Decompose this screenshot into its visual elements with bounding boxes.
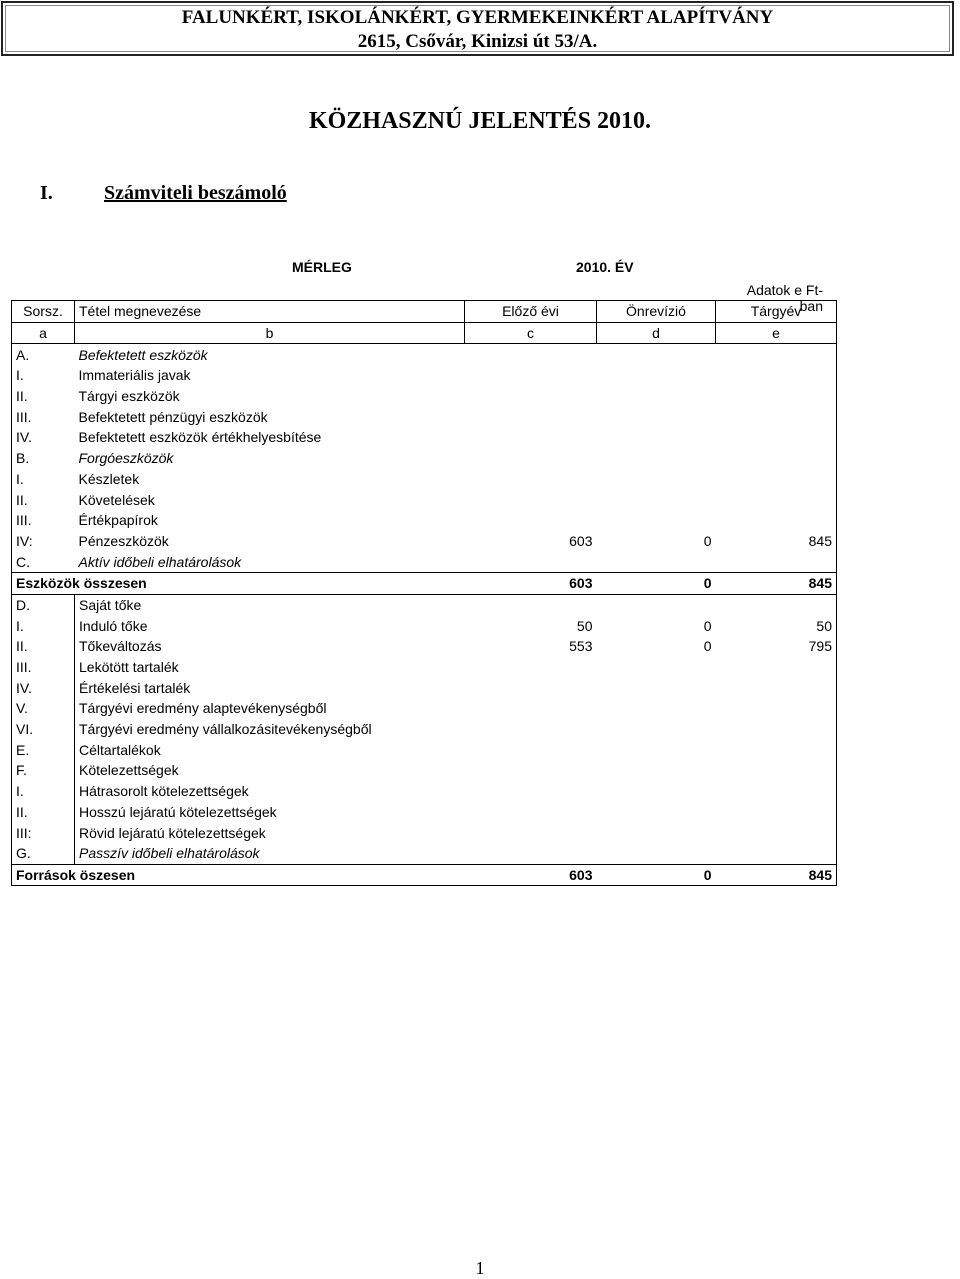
previous-year-value [465, 344, 597, 365]
table-row [12, 365, 837, 386]
current-year-value: 845 [716, 531, 837, 552]
current-year-value [716, 843, 837, 864]
table-row [12, 406, 837, 427]
row-label: Értékelési tartalék [75, 677, 465, 698]
row-number: I. [12, 781, 75, 802]
current-year-value [716, 469, 837, 490]
table-row [12, 448, 837, 469]
row-number: II. [12, 636, 75, 657]
current-year-value [716, 365, 837, 386]
assets-total-label: Eszközök összesen [12, 572, 465, 594]
row-number: I. [12, 365, 75, 386]
column-header: Önrevízió [597, 301, 716, 323]
table-row [12, 489, 837, 510]
table-row [12, 344, 837, 365]
section-number: I. [40, 182, 53, 204]
revision-value [597, 386, 716, 407]
row-number: IV. [12, 677, 75, 698]
table-row [12, 698, 837, 719]
row-label: Lekötött tartalék [75, 657, 465, 678]
balance-sheet-table [11, 300, 837, 886]
table-row [12, 510, 837, 531]
current-year-value [716, 781, 837, 802]
current-year-value [716, 698, 837, 719]
current-year-value [716, 489, 837, 510]
row-label: Tárgyévi eredmény vállalkozásitevékenységből [75, 719, 465, 740]
table-row [12, 781, 837, 802]
row-label: Kötelezettségek [75, 760, 465, 781]
table-row [12, 657, 837, 678]
table-row [12, 719, 837, 740]
row-label: Induló tőke [75, 615, 465, 636]
revision-value [597, 802, 716, 823]
row-label: Immateriális javak [78, 367, 191, 384]
row-label: Értékpapírok [78, 512, 158, 529]
column-letter: a [12, 322, 75, 344]
table-row [12, 386, 837, 407]
column-letter: c [465, 322, 597, 344]
table-row [12, 636, 837, 657]
revision-value: 0 [703, 532, 712, 549]
row-label: Aktív időbeli elhatárolások [78, 553, 242, 570]
row-label: Tárgyévi eredmény alaptevékenységből [75, 698, 465, 719]
revision-value [597, 739, 716, 760]
table-row [12, 802, 837, 823]
row-number: B. [12, 448, 75, 469]
current-year-value: 795 [716, 636, 837, 657]
previous-year-value [465, 781, 597, 802]
current-year-value [716, 822, 837, 843]
revision-value: 0 [597, 864, 716, 886]
table-row [12, 760, 837, 781]
previous-year-value [465, 719, 597, 740]
row-number: III. [12, 406, 75, 427]
row-number: II. [12, 386, 75, 407]
table-row [12, 739, 837, 760]
table-row [12, 551, 837, 572]
organization-address: 2615, Csővár, Kinizsi út 53/A. [357, 31, 598, 52]
row-label: Pénzeszközök [78, 532, 169, 549]
table-letter-row [12, 322, 837, 344]
row-number: C. [12, 551, 75, 572]
revision-value: 0 [597, 572, 716, 594]
current-year-value: 845 [716, 572, 837, 594]
current-year-value [716, 719, 837, 740]
section-title: Számviteli beszámoló [104, 182, 287, 204]
report-title: KÖZHASZNÚ JELENTÉS 2010. [308, 108, 652, 134]
row-number: IV: [12, 531, 75, 552]
revision-value [597, 406, 716, 427]
revision-value [597, 843, 716, 864]
revision-value [597, 551, 716, 572]
row-number: A. [12, 344, 75, 365]
previous-year-value [465, 594, 597, 615]
page-number: 1 [475, 1258, 485, 1278]
revision-value: 0 [703, 617, 712, 634]
current-year-value [716, 739, 837, 760]
previous-year-value: 603 [569, 532, 593, 549]
row-label: Passzív időbeli elhatárolások [75, 843, 465, 864]
current-year-value [716, 386, 837, 407]
row-label: Forgóeszközök [78, 450, 174, 467]
liabilities-total-row [12, 864, 837, 886]
previous-year-value [465, 739, 597, 760]
row-label: Tárgyi eszközök [78, 388, 180, 405]
table-header-row [12, 301, 837, 323]
revision-value [597, 344, 716, 365]
previous-year-value [465, 698, 597, 719]
revision-value [597, 489, 716, 510]
row-number: II. [12, 802, 75, 823]
table-row [12, 843, 837, 864]
revision-value [597, 698, 716, 719]
row-number: III: [12, 822, 75, 843]
balance-sheet-year: 2010. ÉV [576, 259, 634, 275]
balance-sheet-label: MÉRLEG [292, 259, 352, 275]
liabilities-total-label: Források öszesen [12, 864, 465, 886]
row-number: D. [12, 594, 75, 615]
current-year-value [716, 427, 837, 448]
table-row [12, 615, 837, 636]
current-year-value [716, 551, 837, 572]
revision-value [597, 448, 716, 469]
row-number: G. [12, 843, 75, 864]
row-number: E. [12, 739, 75, 760]
table-row [12, 677, 837, 698]
column-header: Sorsz. [12, 301, 75, 323]
column-header: Tárgyév [716, 301, 837, 323]
previous-year-value [465, 469, 597, 490]
organization-name: FALUNKÉRT, ISKOLÁNKÉRT, GYERMEKEINKÉRT ALAPÍTVÁNY [181, 7, 774, 28]
row-label: Befektetett eszközök értékhelyesbítése [78, 429, 322, 446]
current-year-value [716, 677, 837, 698]
revision-value [597, 781, 716, 802]
previous-year-value [465, 802, 597, 823]
previous-year-value [465, 489, 597, 510]
current-year-value [716, 510, 837, 531]
previous-year-value [465, 657, 597, 678]
row-number: I. [12, 615, 75, 636]
current-year-value: 845 [716, 864, 837, 886]
row-number: II. [12, 489, 75, 510]
organization-header [1, 1, 954, 56]
row-label: Hátrasorolt kötelezettségek [75, 781, 465, 802]
revision-value [597, 427, 716, 448]
previous-year-value [465, 510, 597, 531]
current-year-value [716, 344, 837, 365]
row-label: Tőkeváltozás [75, 636, 465, 657]
row-number: V. [12, 698, 75, 719]
row-number: III. [12, 510, 75, 531]
previous-year-value [465, 406, 597, 427]
row-number: F. [12, 760, 75, 781]
row-number: III. [12, 657, 75, 678]
previous-year-value [465, 551, 597, 572]
revision-value [597, 510, 716, 531]
previous-year-value: 603 [465, 572, 597, 594]
row-number: I. [12, 469, 75, 490]
previous-year-value [465, 760, 597, 781]
column-header: Előző évi [465, 301, 597, 323]
previous-year-value [465, 822, 597, 843]
revision-value [597, 677, 716, 698]
column-header: Tétel megnevezése [75, 301, 465, 323]
row-label: Rövid lejáratú kötelezettségek [75, 822, 465, 843]
table-row [12, 469, 837, 490]
table-row [12, 594, 837, 615]
table-row [12, 822, 837, 843]
previous-year-value [465, 677, 597, 698]
previous-year-value [465, 843, 597, 864]
revision-value [597, 657, 716, 678]
row-label: Készletek [78, 470, 140, 487]
current-year-value [716, 802, 837, 823]
column-letter: d [597, 322, 716, 344]
previous-year-value [465, 448, 597, 469]
revision-value [597, 469, 716, 490]
previous-year-value [465, 365, 597, 386]
revision-value [597, 594, 716, 615]
current-year-value: 50 [716, 615, 837, 636]
row-number: VI. [12, 719, 75, 740]
revision-value [597, 822, 716, 843]
current-year-value [716, 760, 837, 781]
previous-year-value [465, 386, 597, 407]
row-label: Céltartalékok [75, 739, 465, 760]
revision-value [597, 719, 716, 740]
current-year-value [716, 448, 837, 469]
row-label: Követelések [78, 491, 155, 508]
current-year-value [716, 657, 837, 678]
table-row [12, 427, 837, 448]
revision-value: 0 [703, 638, 712, 655]
current-year-value [716, 406, 837, 427]
row-label: Hosszú lejáratú kötelezettségek [75, 802, 465, 823]
row-label: Saját tőke [75, 594, 465, 615]
column-letter: e [716, 322, 837, 344]
table-row [12, 531, 837, 552]
previous-year-value: 603 [465, 864, 597, 886]
assets-total-row [12, 572, 837, 594]
column-letter: b [75, 322, 465, 344]
unit-note: Adatok e Ft-ban [746, 282, 823, 314]
previous-year-value: 50 [576, 617, 593, 634]
current-year-value [716, 594, 837, 615]
previous-year-value [465, 427, 597, 448]
revision-value [597, 760, 716, 781]
row-label: Befektetett eszközök [75, 344, 465, 365]
revision-value [597, 365, 716, 386]
previous-year-value: 553 [569, 638, 593, 655]
row-label: Befektetett pénzügyi eszközök [78, 408, 268, 425]
row-number: IV. [12, 427, 75, 448]
